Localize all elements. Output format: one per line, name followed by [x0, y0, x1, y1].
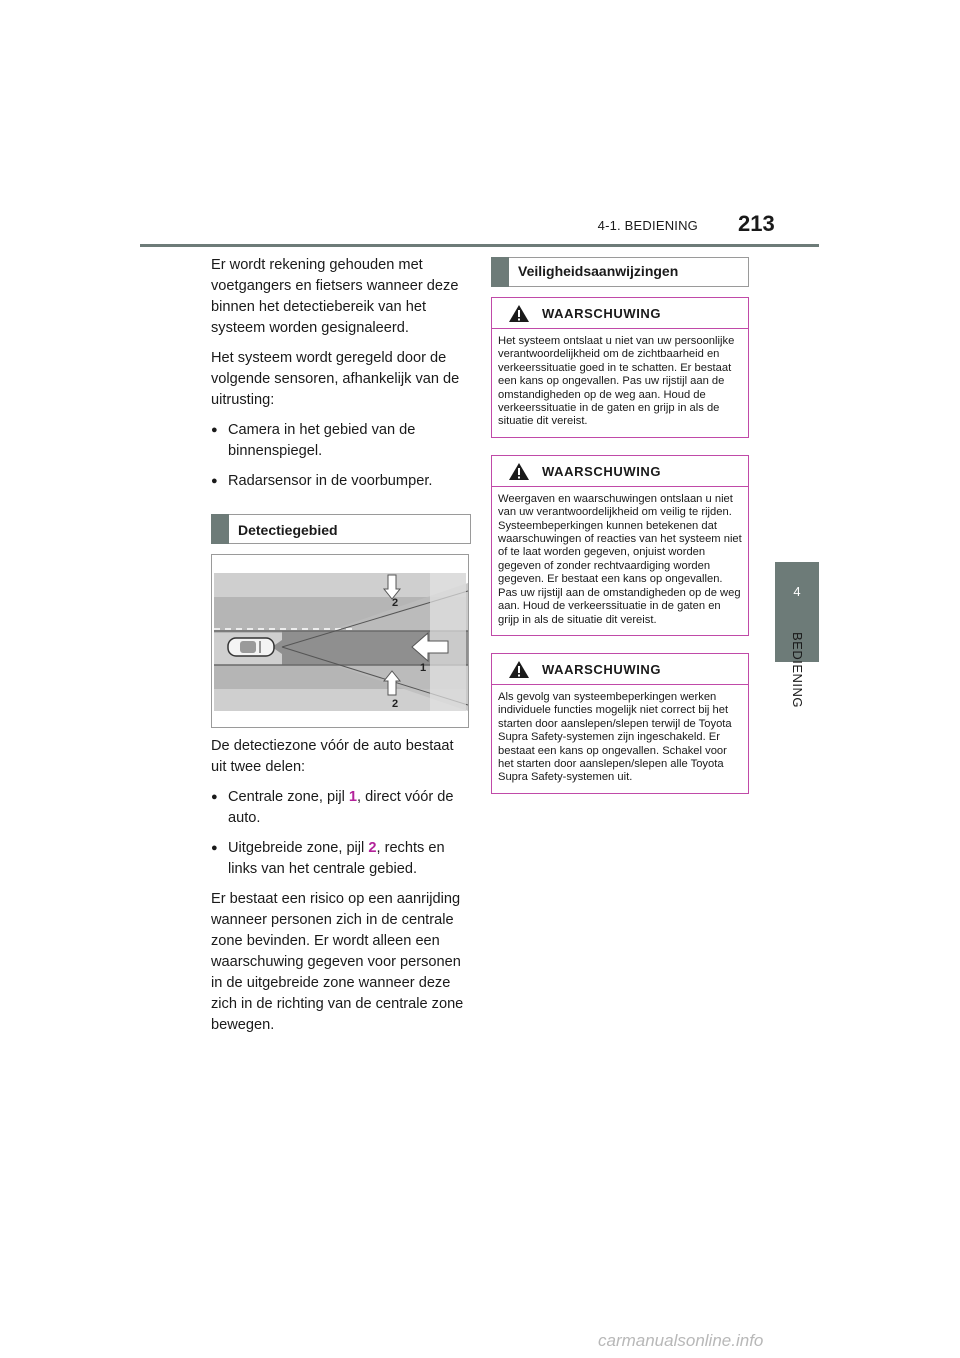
- detection-title: Detectiegebied: [238, 522, 338, 538]
- figure-label-2-top: 2: [392, 597, 399, 609]
- warning-text: Weergaven en waarschuwingen ontslaan u niet van uw verantwoordelijkheid om veilig te rijden. Systeembeperkingen kunnen betekenen dat waarschuwingen of reacties van het systeem niet of te laat worden gegeven, onjuist worden gegeven of zonder rechtvaardiging worden gegeven. Er bestaat een kans op ongevallen. Pas uw rijstijl aan de omstandigheden op de weg aan. Houd de verkeerssituatie in de gaten en grijp in als de situatie dit vereist.: [498, 492, 742, 626]
- warning-label: WAARSCHUWING: [542, 661, 662, 677]
- watermark: carmanualsonline.info: [598, 1331, 764, 1350]
- zone-central-number: 1: [348, 789, 357, 805]
- detection-heading: [211, 514, 471, 544]
- right-column: [491, 257, 749, 794]
- zone-central-before: Centrale zone, pijl: [228, 789, 349, 805]
- warning-triangle-icon: [508, 304, 530, 323]
- chapter-label: BEDIENING: [790, 632, 805, 709]
- warning-triangle-icon: [508, 462, 530, 481]
- zone-extended-number: 2: [368, 840, 377, 856]
- chapter-number: 4: [793, 584, 801, 599]
- section-title: 4-1. BEDIENING: [597, 218, 698, 233]
- zone-item-extended: [211, 838, 471, 880]
- safety-heading: [491, 257, 749, 287]
- warning-triangle-icon: [508, 660, 530, 679]
- heading-marker: [211, 514, 229, 544]
- figure-label-2-bottom: 2: [392, 698, 399, 710]
- warning-label: WAARSCHUWING: [542, 463, 662, 479]
- zone-central-after: , direct vóór de auto.: [228, 789, 454, 826]
- warning-box-2: [491, 455, 749, 636]
- risk-paragraph: Er bestaat een risico op een aanrijding wanneer personen zich in de centrale zone bevinden. Er wordt alleen een waarschuwing gegeven voor personen in de uitgebreide zone wanneer deze zich in de richting van de centrale zone bewegen.: [211, 891, 464, 1033]
- zone-item-central: [211, 787, 471, 829]
- sensors-intro: Het systeem wordt geregeld door de volgende sensoren, afhankelijk van de uitrusting:: [211, 350, 460, 408]
- car-icon: [228, 638, 274, 656]
- zone-extended-before: Uitgebreide zone, pijl: [228, 840, 369, 856]
- zone-intro: De detectiezone vóór de auto bestaat uit twee delen:: [211, 738, 454, 775]
- sensor-item-radar: ● Radarsensor in de voorbumper.: [211, 471, 471, 492]
- intro-paragraph: Er wordt rekening gehouden met voetgangers en fietsers wanneer deze binnen het detectiebereik van het systeem worden gesignaleerd.: [211, 257, 459, 336]
- warning-box-1: [491, 297, 749, 438]
- detection-zone-figure: [211, 554, 469, 728]
- warning-label: WAARSCHUWING: [542, 306, 662, 321]
- zone-extended-after: , rechts en links van het centrale gebied.: [228, 840, 445, 877]
- page-number: 213: [738, 211, 775, 236]
- safety-title: Veiligheidsaanwijzingen: [518, 263, 679, 279]
- header-rule: [140, 244, 819, 247]
- sensor-item-camera: ● Camera in het gebied van de binnenspiegel.: [211, 420, 471, 462]
- heading-marker: [491, 257, 509, 287]
- left-column: [211, 255, 471, 1045]
- figure-label-1: 1: [420, 662, 427, 674]
- warning-text: Als gevolg van systeembeperkingen werken individuele functies mogelijk niet correct bij het starten door aanslepen/slepen terwijl de Toyota Supra Safety-systemen zijn ingeschakeld. Er bestaat een kans op ongevallen. Schakel voor het starten door aanslepen/slepen alle Toyota Supra Safety-systemen uit.: [498, 690, 732, 784]
- detection-zone-diagram: [212, 555, 468, 727]
- warning-box-3: [491, 653, 749, 794]
- warning-text: Het systeem ontslaat u niet van uw persoonlijke verantwoordelijkheid om de zichtbaarheid en verkeerssituatie goed in te schatten. Er bestaat een kans op ongevallen. Pas uw rijstijl aan de omstandigheden op de weg aan. Houd de verkeerssituatie in de gaten en grijp in als de situatie dit vereist.: [498, 335, 735, 428]
